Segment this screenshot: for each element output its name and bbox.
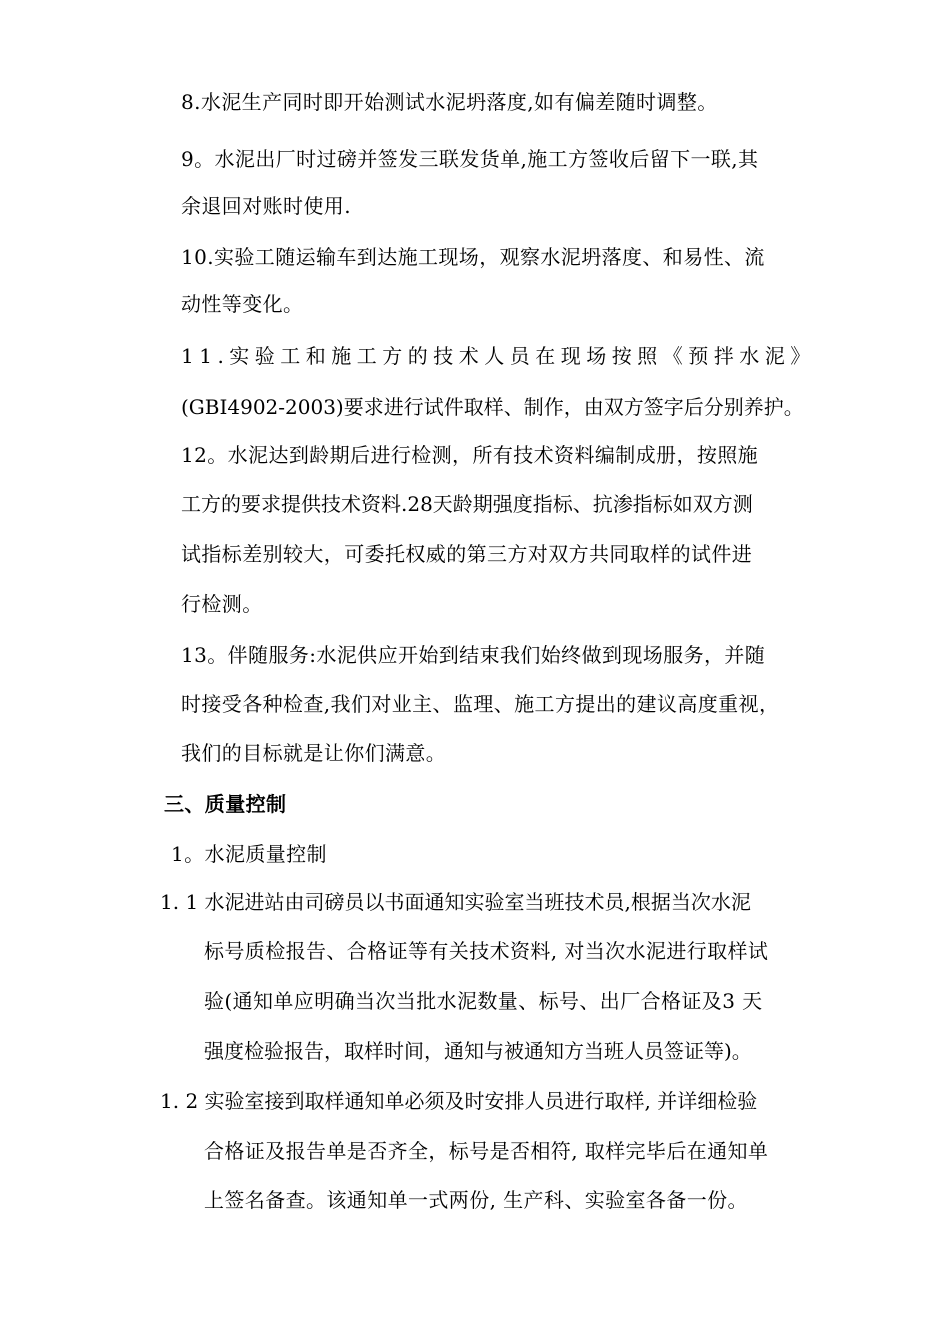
item-12-line-3: 试指标差别较大，可委托权威的第三方对双方共同取样的试件进 (181, 542, 753, 566)
clause-1-1-line-3: 验(通知单应明确当次当批水泥数量、标号、出厂合格证及3 天 (204, 989, 763, 1013)
item-11-line-2: (GBI4902-2003)要求进行试件取样、制作，由双方签字后分别养护。 (181, 395, 804, 419)
clause-1-2-line-1: 1. 2 实验室接到取样通知单必须及时安排人员进行取样, 并详细检验 (160, 1089, 758, 1113)
clause-1-1-line-1: 1. 1 水泥进站由司磅员以书面通知实验室当班技术员,根据当次水泥 (160, 890, 751, 914)
item-8-line-1: 8.水泥生产同时即开始测试水泥坍落度,如有偏差随时调整。 (181, 90, 718, 114)
clause-1-1-line-2: 标号质检报告、合格证等有关技术资料, 对当次水泥进行取样试 (204, 939, 769, 963)
section-heading: 三、质量控制 (164, 792, 287, 816)
clause-1-1-line-4: 强度检验报告，取样时间，通知与被通知方当班人员签证等)。 (204, 1039, 752, 1063)
item-12-line-1: 12。水泥达到龄期后进行检测，所有技术资料编制成册，按照施 (181, 443, 759, 467)
item-11-line-1: 11.实验工和施工方的技术人员在现场按照《预拌水泥》 (181, 344, 816, 368)
item-13-line-3: 我们的目标就是让你们满意。 (181, 741, 447, 765)
clause-1-2-line-2: 合格证及报告单是否齐全，标号是否相符, 取样完毕后在通知单 (204, 1139, 769, 1163)
item-9-line-1: 9。水泥出厂时过磅并签发三联发货单,施工方签收后留下一联,其 (181, 147, 759, 171)
item-13-line-2: 时接受各种检查,我们对业主、监理、施工方提出的建议高度重视， (181, 692, 780, 716)
item-9-line-2: 余退回对账时使用. (181, 194, 351, 218)
item-10-line-2: 动性等变化。 (181, 292, 304, 316)
item-13-line-1: 13。伴随服务:水泥供应开始到结束我们始终做到现场服务，并随 (181, 643, 766, 667)
item-12-line-2: 工方的要求提供技术资料.28天龄期强度指标、抗渗指标如双方测 (181, 492, 753, 516)
clause-1-2-line-3: 上签名备查。该通知单一式两份, 生产科、实验室各备一份。 (204, 1188, 748, 1212)
subsection-heading: 1。水泥质量控制 (171, 842, 327, 866)
item-10-line-1: 10.实验工随运输车到达施工现场，观察水泥坍落度、和易性、流 (181, 245, 765, 269)
item-12-line-4: 行检测。 (181, 592, 263, 616)
